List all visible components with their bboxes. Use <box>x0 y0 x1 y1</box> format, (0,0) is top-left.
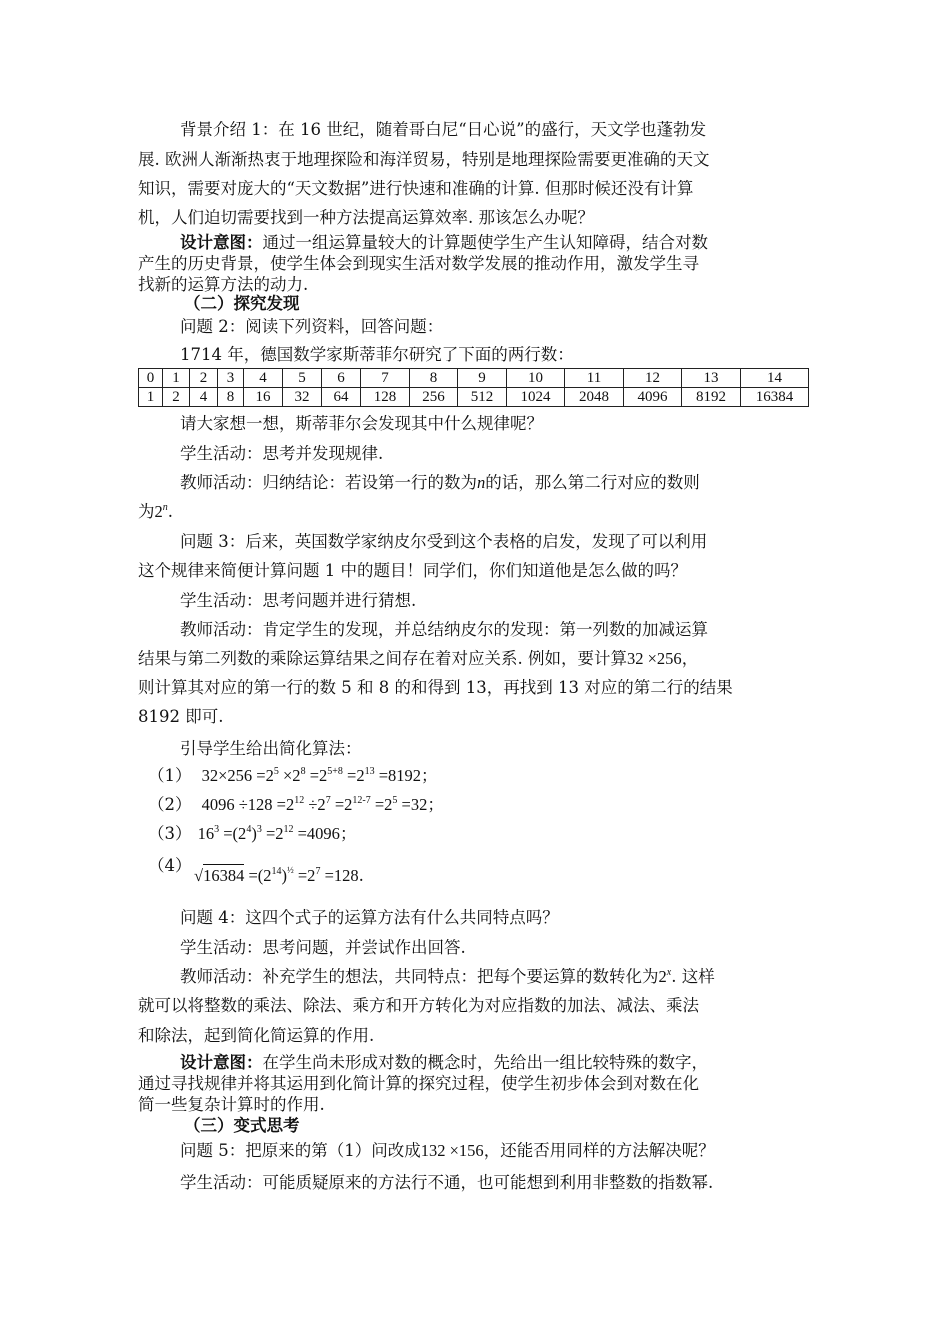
question-3-line-2: 这个规律来简便计算问题 1 中的题目！同学们，你们知道他是怎么做的吗？ <box>138 561 687 580</box>
equation-3: （3） $16^3 =(2^4)^3 =2^{12} =4096$； <box>148 824 357 843</box>
question-5-line-1: 问题 5：把原来的第（1）问改成132 ×156，还能否用同样的方法解决呢？ <box>180 1141 715 1160</box>
table-cell: 13 <box>682 369 741 388</box>
table-cell: 4 <box>244 369 283 388</box>
question-4-line-2: 学生活动：思考问题，并尝试作出回答. <box>180 938 466 957</box>
equation-3-label: （3） <box>148 824 192 843</box>
equation-4-label: （4） <box>148 856 192 875</box>
question-3-line-7: 8192 即可. <box>138 707 224 726</box>
equation-1-label: （1） <box>148 766 192 785</box>
table-cell: 4 <box>190 388 218 407</box>
table-cell: 1 <box>139 388 163 407</box>
table-cell: 256 <box>410 388 458 407</box>
table-cell: 3 <box>218 369 244 388</box>
table-cell: 9 <box>458 369 507 388</box>
question-3-line-5: 结果与第二列数的乘除运算结果之间存在着对应关系. 例如，要计算32 ×256， <box>138 649 699 668</box>
expr-132x156: 132 ×156 <box>420 1141 484 1160</box>
table-cell: 10 <box>507 369 565 388</box>
intro-line-4: 机，人们迫切需要找到一种方法提高运算效率. 那该怎么办呢？ <box>138 208 594 227</box>
question-3-line-3: 学生活动：思考问题并进行猜想. <box>180 591 417 610</box>
table-cell: 1024 <box>507 388 565 407</box>
expr-32x256: 32 ×256 <box>627 649 682 668</box>
question-4-line-4: 就可以将整数的乘法、除法、乘方和开方转化为对应指数的加法、减法、乘法 <box>138 996 699 1015</box>
question-2-line-2: 1714 年，德国数学家斯蒂菲尔研究了下面的两行数： <box>180 345 574 364</box>
section-2-heading: （二）探究发现 <box>184 294 300 313</box>
equation-4: $√16384 =(2^{14})^{\frac{1}{2}} =2^7 =128$. <box>194 865 364 885</box>
section-3-heading: （三）变式思考 <box>184 1116 300 1135</box>
question-4-line-3: 教师活动：补充学生的想法，共同特点：把每个要运算的数转化为2$^x$. 这样 <box>180 967 715 986</box>
after-table-line-1: 请大家想一想，斯蒂菲尔会发现其中什么规律呢？ <box>180 414 543 433</box>
table-cell: 8 <box>218 388 244 407</box>
intro-line-1: 背景介绍 1：在 16 世纪，随着哥白尼“日心说”的盛行，天文学也蓬勃发 <box>180 120 707 139</box>
question-4-line-5: 和除法，起到简化简运算的作用. <box>138 1026 375 1045</box>
table-cell: 16384 <box>741 388 809 407</box>
table-cell: 7 <box>361 369 410 388</box>
guide-heading: 引导学生给出简化算法： <box>180 739 362 758</box>
table-cell: 8192 <box>682 388 741 407</box>
table-cell: 0 <box>139 369 163 388</box>
table-cell: 12 <box>624 369 682 388</box>
variable-n: n <box>477 473 486 492</box>
table-cell: 2 <box>190 369 218 388</box>
question-3-line-1: 问题 3：后来，英国数学家纳皮尔受到这个表格的启发，发现了可以利用 <box>180 532 708 551</box>
design-intent-1-line-2: 产生的历史背景，使学生体会到现实生活对数学发展的推动作用，激发学生寻 <box>138 254 699 273</box>
powers-of-two-table <box>138 368 809 407</box>
design-intent-1-line-1: 设计意图：通过一组运算量较大的计算题使学生产生认知障碍，结合对数 <box>180 233 708 252</box>
table-cell: 32 <box>283 388 322 407</box>
table-row-powers <box>139 388 809 407</box>
table-cell: 16 <box>244 388 283 407</box>
question-3-line-6: 则计算其对应的第一行的数 5 和 8 的和得到 13，再找到 13 对应的第二行的结果 <box>138 678 733 697</box>
question-5-line-2: 学生活动：可能质疑原来的方法行不通，也可能想到利用非整数的指数幂. <box>180 1173 714 1192</box>
after-table-line-4: 为2$^n$. <box>138 502 173 521</box>
table-cell: 11 <box>565 369 624 388</box>
table-cell: 14 <box>741 369 809 388</box>
table-cell: 5 <box>283 369 322 388</box>
table-cell: 8 <box>410 369 458 388</box>
radicand: 16384 <box>203 866 245 885</box>
table-cell: 128 <box>361 388 410 407</box>
table-row-exponents <box>139 369 809 388</box>
table-cell: 512 <box>458 388 507 407</box>
power-2-n: 2$^n$ <box>154 502 168 521</box>
equation-2: （2） $4096 \div 128 =2^{12} \div 2^7 =2^{12-7} =2^5 =32$； <box>148 795 444 814</box>
after-table-line-2: 学生活动：思考并发现规律. <box>180 444 384 463</box>
power-2-x: 2$^x$ <box>658 967 672 986</box>
intro-line-2: 展. 欧洲人渐渐热衷于地理探险和海洋贸易，特别是地理探险需要更准确的天文 <box>138 150 710 169</box>
table-cell: 64 <box>322 388 361 407</box>
equation-1: （1） $32\times 256 =2^5 \times 2^8 =2^{5+8} =2^{13} =8192$； <box>148 766 438 785</box>
table-cell: 2048 <box>565 388 624 407</box>
table-cell: 2 <box>163 388 190 407</box>
table-cell: 1 <box>163 369 190 388</box>
design-intent-2-line-2: 通过寻找规律并将其运用到化简计算的探究过程，使学生初步体会到对数在化 <box>138 1074 699 1093</box>
equation-2-label: （2） <box>148 795 192 814</box>
design-intent-2-line-3: 简一些复杂计算时的作用. <box>138 1095 325 1114</box>
design-intent-2-line-1: 设计意图：在学生尚未形成对数的概念时，先给出一组比较特殊的数字， <box>180 1053 708 1072</box>
design-intent-2-label: 设计意图： <box>180 1053 263 1072</box>
question-3-line-4: 教师活动：肯定学生的发现，并总结纳皮尔的发现：第一列数的加减运算 <box>180 620 708 639</box>
question-2-line-1: 问题 2：阅读下列资料，回答问题： <box>180 317 444 336</box>
question-4-line-1: 问题 4：这四个式子的运算方法有什么共同特点吗？ <box>180 908 559 927</box>
table-cell: 4096 <box>624 388 682 407</box>
table-cell: 6 <box>322 369 361 388</box>
after-table-line-3: 教师活动：归纳结论：若设第一行的数为n的话，那么第二行对应的数则 <box>180 473 700 492</box>
design-intent-1-line-3: 找新的运算方法的动力. <box>138 275 309 294</box>
intro-line-3: 知识，需要对庞大的“天文数据”进行快速和准确的计算. 但那时候还没有计算 <box>138 179 694 198</box>
design-intent-1-label: 设计意图： <box>180 233 263 252</box>
